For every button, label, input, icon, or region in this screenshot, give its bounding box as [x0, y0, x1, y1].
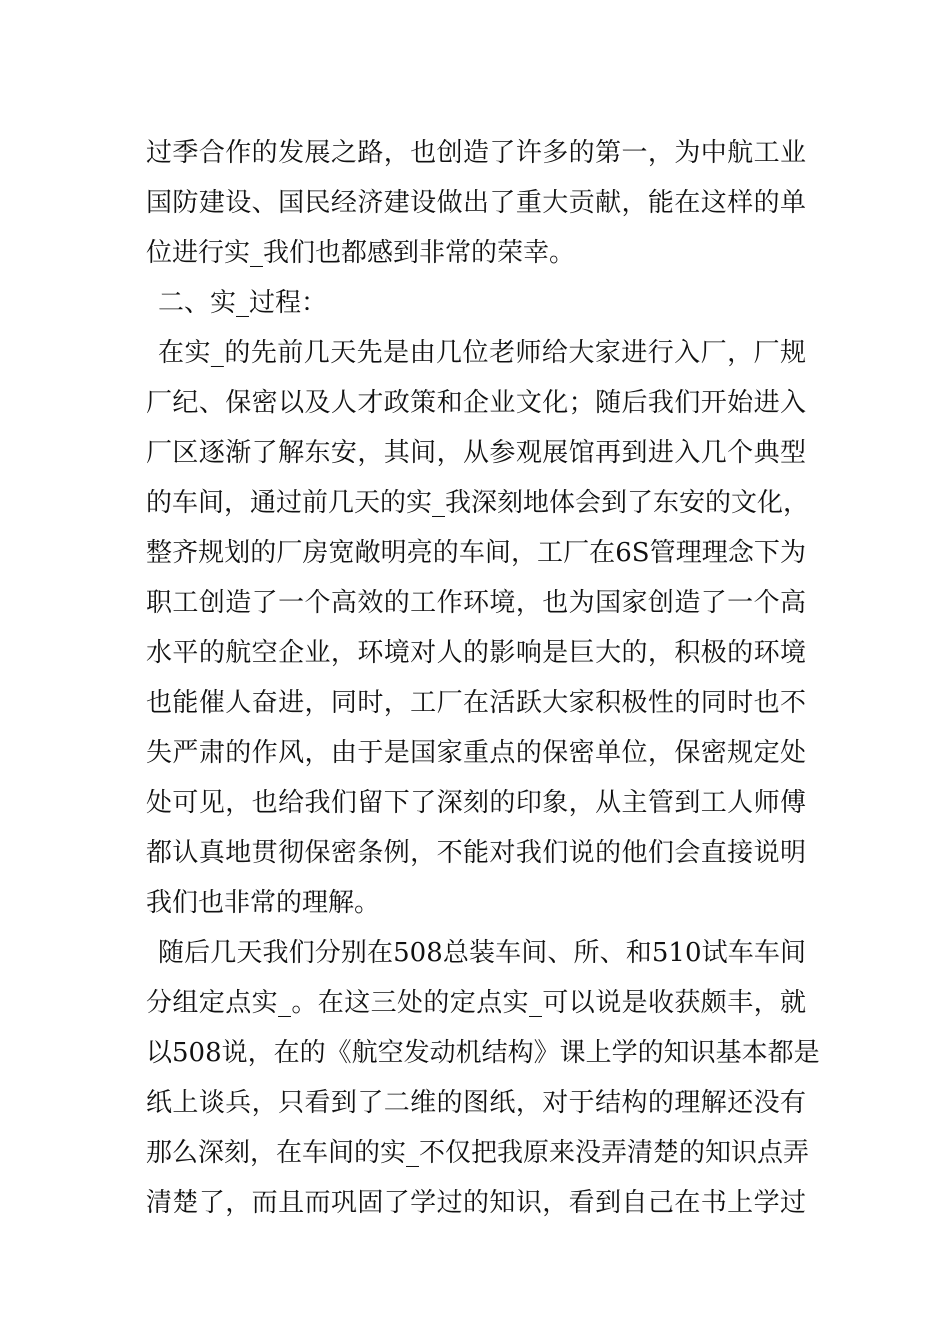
- text-line: 厂纪、保密以及人才政策和企业文化；随后我们开始进入: [146, 388, 806, 418]
- text-line: 厂区逐渐了解东安，其间，从参观展馆再到进入几个典型: [146, 438, 806, 468]
- text-line: 整齐规划的厂房宽敞明亮的车间，工厂在6S管理理念下为: [146, 538, 806, 568]
- text-line: 随后几天我们分别在508总装车间、所、和510试车车间: [158, 938, 806, 968]
- text-line: 以508说，在的《航空发动机结构》课上学的知识基本都是: [146, 1038, 820, 1068]
- text-line: 的车间，通过前几天的实_我深刻地体会到了东安的文化，: [146, 488, 810, 518]
- text-line: 纸上谈兵，只看到了二维的图纸，对于结构的理解还没有: [146, 1088, 806, 1118]
- section-heading: 二、实_过程：: [158, 288, 328, 318]
- text-line: 处可见，也给我们留下了深刻的印象，从主管到工人师傅: [146, 788, 806, 818]
- text-line: 国防建设、国民经济建设做出了重大贡献，能在这样的单: [146, 188, 806, 218]
- text-line: 那么深刻，在车间的实_不仅把我原来没弄清楚的知识点弄: [146, 1138, 810, 1168]
- text-line: 位进行实_我们也都感到非常的荣幸。: [146, 238, 576, 268]
- text-line: 也能催人奋进，同时，工厂在活跃大家积极性的同时也不: [146, 688, 806, 718]
- text-line: 过季合作的发展之路，也创造了许多的第一，为中航工业: [146, 138, 806, 168]
- text-line: 职工创造了一个高效的工作环境，也为国家创造了一个高: [146, 588, 806, 618]
- text-line: 分组定点实_。在这三处的定点实_可以说是收获颇丰，就: [146, 988, 806, 1018]
- text-line: 在实_的先前几天先是由几位老师给大家进行入厂，厂规: [158, 338, 806, 368]
- text-line: 清楚了，而且而巩固了学过的知识，看到自己在书上学过: [146, 1188, 806, 1218]
- text-line: 水平的航空企业，环境对人的影响是巨大的，积极的环境: [146, 638, 806, 668]
- text-line: 我们也非常的理解。: [146, 888, 381, 918]
- text-line: 都认真地贯彻保密条例，不能对我们说的他们会直接说明: [146, 838, 806, 868]
- text-line: 失严肃的作风，由于是国家重点的保密单位，保密规定处: [146, 738, 806, 768]
